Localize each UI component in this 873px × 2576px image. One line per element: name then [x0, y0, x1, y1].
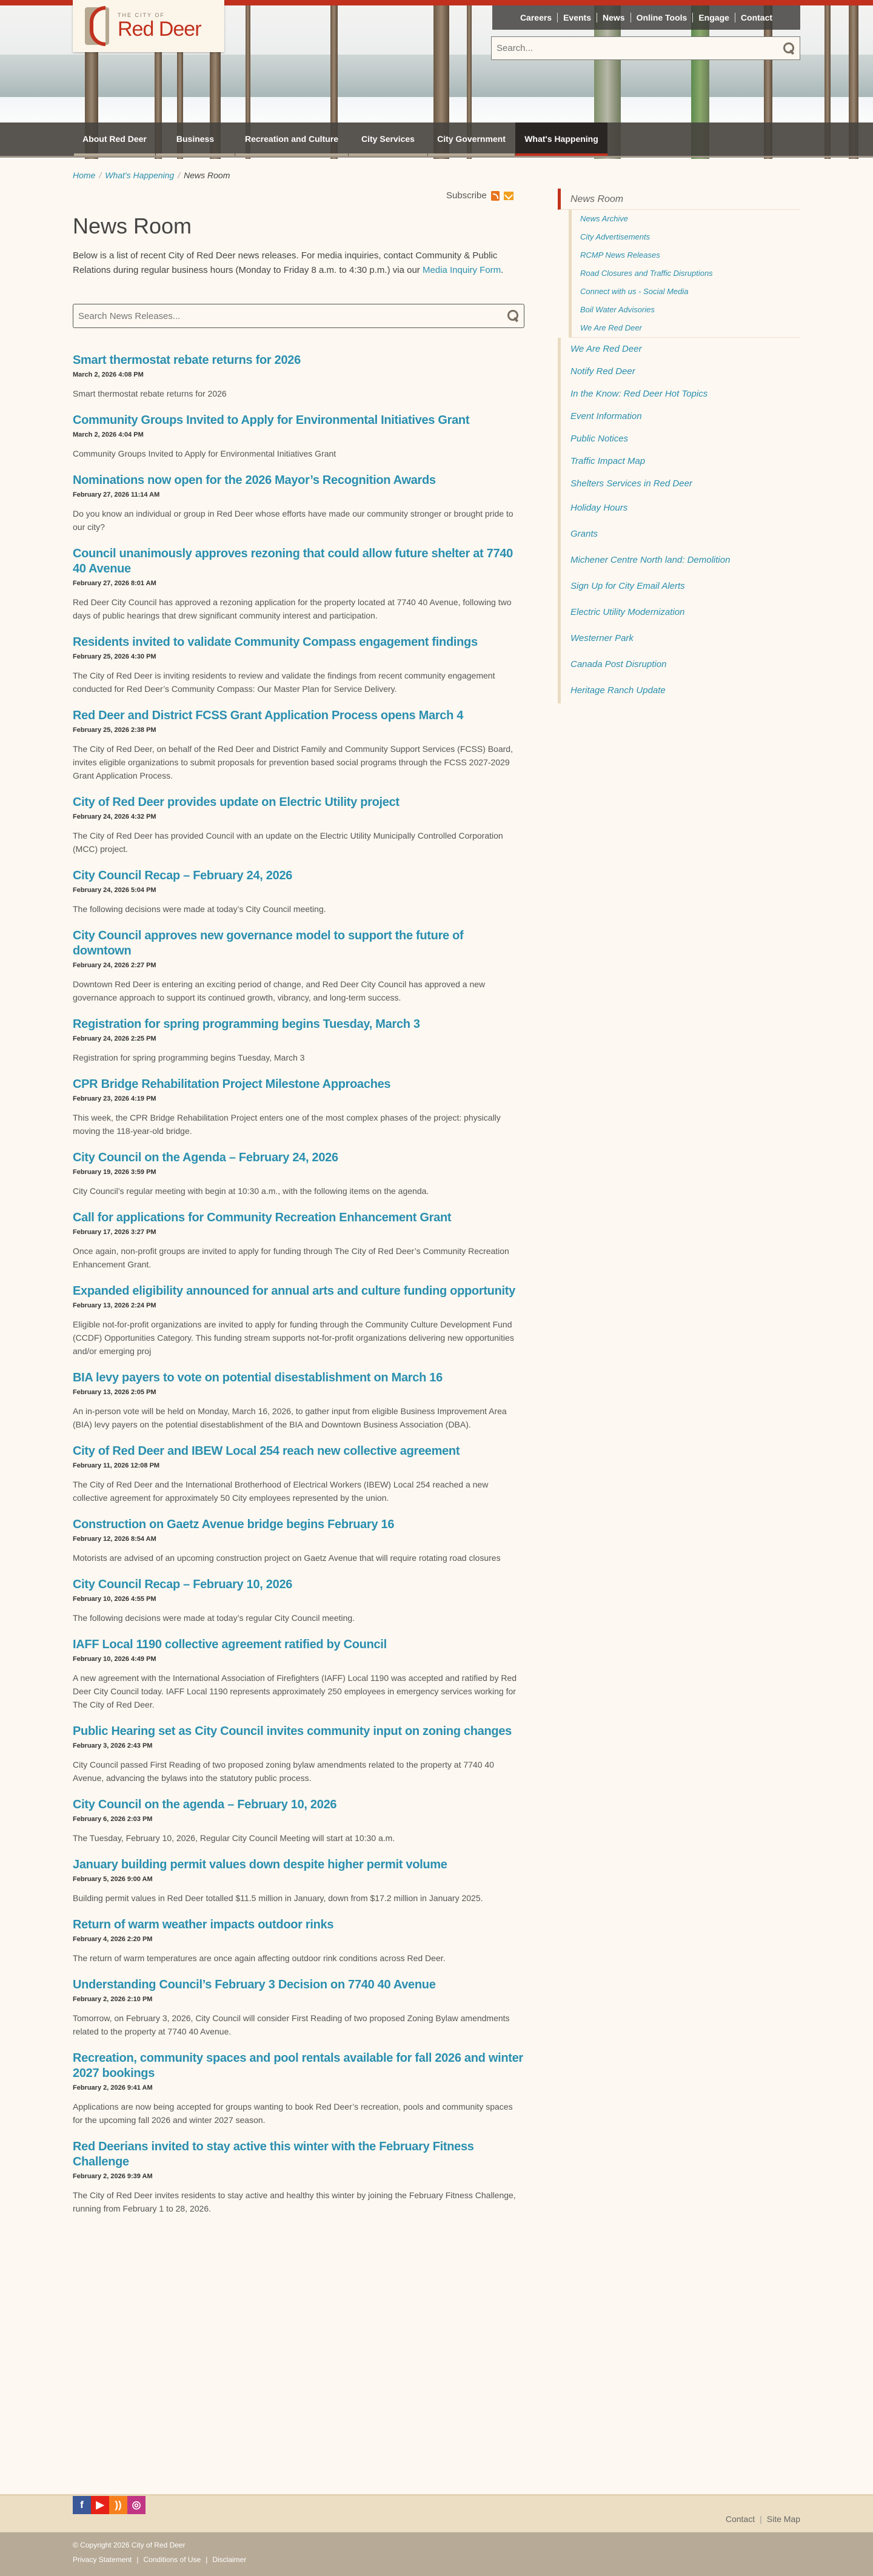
site-search-input[interactable]: [497, 43, 783, 53]
news-summary: Applications are now being accepted for groups wanting to book Red Deer’s recreation, pools and community spaces for the upcoming fall 2026 and winter 2027 season.: [73, 2102, 513, 2125]
news-item: [73, 1724, 524, 1785]
sidebar-subitem[interactable]: Connect with us - Social Media: [569, 283, 800, 301]
news-search-input[interactable]: [78, 311, 507, 321]
news-date: March 2, 2026 4:08 PM: [73, 371, 144, 378]
privacy-link[interactable]: Privacy Statement: [73, 2555, 132, 2564]
news-title-link[interactable]: Return of warm weather impacts outdoor rinks: [73, 1918, 334, 1931]
nav-business[interactable]: Business: [156, 122, 235, 156]
news-date: February 10, 2026 4:55 PM: [73, 1595, 156, 1603]
intro-body: Below is a list of recent City of Red Deer news releases. For media inquiries, contact Community & Public Relations during regular business hours (Monday to Friday 8 a.m. to 4:30 p.m.) via our: [73, 250, 498, 275]
news-summary: Do you know an individual or group in Red Deer whose efforts have made our community stronger or brought pride to our city?: [73, 509, 513, 532]
sidebar-item[interactable]: Electric Utility Modernization: [558, 599, 800, 625]
news-item: [73, 708, 524, 782]
sidebar-items: [558, 338, 800, 703]
utility-nav: [492, 5, 800, 30]
main-nav: [0, 122, 873, 158]
news-item: [73, 353, 524, 400]
sidebar-item[interactable]: Canada Post Disruption: [558, 651, 800, 677]
sidebar-item[interactable]: Shelters Services in Red Deer: [558, 472, 800, 495]
sidebar-subitem[interactable]: Road Closures and Traffic Disruptions: [569, 264, 800, 283]
news-title-link[interactable]: January building permit values down despite higher permit volume: [73, 1858, 447, 1871]
sidebar-subitem[interactable]: We Are Red Deer: [569, 319, 800, 337]
news-summary: Motorists are advised of an upcoming construction project on Gaetz Avenue that will require rotating road closures: [73, 1553, 501, 1563]
news-summary: Once again, non-profit groups are invited to apply for funding through The City of Red Deer’s Community Recreation Enhancement Grant.: [73, 1246, 509, 1269]
sidebar-item[interactable]: Holiday Hours: [558, 495, 800, 521]
news-list: [73, 353, 524, 2228]
footer-sitemap-link[interactable]: Site Map: [766, 2514, 800, 2524]
top-link-contact[interactable]: Contact: [740, 13, 773, 22]
news-date: February 2, 2026 9:41 AM: [73, 2084, 153, 2091]
instagram-icon[interactable]: ◎: [127, 2496, 146, 2514]
social-links: [73, 2496, 146, 2514]
legal-links: [73, 2555, 246, 2564]
news-summary: The return of warm temperatures are once again affecting outdoor rink conditions across Red Deer.: [73, 1953, 446, 1963]
top-link-events[interactable]: Events: [558, 13, 597, 22]
news-date: February 5, 2026 9:00 AM: [73, 1876, 153, 1883]
youtube-icon[interactable]: ▶: [91, 2496, 109, 2514]
news-item: [73, 1210, 524, 1271]
footer-contact-link[interactable]: Contact: [725, 2514, 755, 2524]
news-date: February 3, 2026 2:43 PM: [73, 1742, 153, 1749]
footer-links: [726, 2514, 800, 2524]
news-date: February 4, 2026 2:20 PM: [73, 1936, 153, 1943]
sidebar-subitem[interactable]: News Archive: [569, 210, 800, 228]
news-date: February 25, 2026 4:30 PM: [73, 653, 156, 660]
news-summary: Community Groups Invited to Apply for Environmental Initiatives Grant: [73, 449, 336, 458]
sidebar-subitem[interactable]: City Advertisements: [569, 228, 800, 246]
news-date: February 13, 2026 2:24 PM: [73, 1302, 156, 1309]
news-date: February 11, 2026 12:08 PM: [73, 1462, 160, 1469]
sidebar-item[interactable]: Event Information: [558, 405, 800, 428]
news-item: [73, 1150, 524, 1198]
rss-icon[interactable]: )): [109, 2496, 127, 2514]
sidebar-item[interactable]: Sign Up for City Email Alerts: [558, 573, 800, 599]
sidebar-item[interactable]: Notify Red Deer: [558, 360, 800, 383]
news-summary: An in-person vote will be held on Monday, March 16, 2026, to gather input from eligible Business Improvement Area (BIA) levy payers on the potential disestablishment of the BIA and Downtown Business Association (DBA).: [73, 1406, 507, 1429]
disclaimer-link[interactable]: Disclaimer: [212, 2555, 247, 2564]
sidebar-nav: [558, 189, 800, 703]
news-title-link[interactable]: BIA levy payers to vote on potential disestablishment on March 16: [73, 1371, 443, 1384]
facebook-icon[interactable]: f: [73, 2496, 91, 2514]
news-summary: The City of Red Deer and the International Brotherhood of Electrical Workers (IBEW) Local 254 reached a new collective agreement for approximately 50 City employees represented by the union.: [73, 1480, 489, 1503]
news-date: February 10, 2026 4:49 PM: [73, 1655, 156, 1663]
news-date: February 27, 2026 8:01 AM: [73, 580, 156, 587]
news-date: March 2, 2026 4:04 PM: [73, 431, 144, 438]
top-link-news[interactable]: News: [597, 13, 631, 22]
news-title-link[interactable]: Council unanimously approves rezoning that could allow future shelter at 7740 40 Avenue: [73, 547, 513, 575]
news-summary: The Tuesday, February 10, 2026, Regular City Council Meeting will start at 10:30 a.m.: [73, 1833, 395, 1843]
news-date: February 23, 2026 4:19 PM: [73, 1095, 156, 1102]
news-title-link[interactable]: Residents invited to validate Community Compass engagement findings: [73, 636, 478, 649]
news-date: February 6, 2026 2:03 PM: [73, 1816, 153, 1823]
news-item: [73, 1370, 524, 1431]
news-title-link[interactable]: City Council Recap – February 10, 2026: [73, 1578, 293, 1591]
rss-icon[interactable]: [491, 191, 500, 201]
sidebar-item-news-room[interactable]: News Room: [558, 189, 800, 210]
news-item: [73, 635, 524, 696]
news-item: [73, 795, 524, 856]
footer: [0, 2494, 873, 2532]
news-item: [73, 1797, 524, 1845]
news-title-link[interactable]: IAFF Local 1190 collective agreement ratified by Council: [73, 1638, 387, 1651]
nav-recreation-and-culture[interactable]: Recreation and Culture: [235, 122, 348, 156]
media-inquiry-link[interactable]: Media Inquiry Form: [422, 265, 501, 275]
nav-city-government[interactable]: City Government: [428, 122, 515, 156]
breadcrumb-separator: /: [99, 170, 102, 180]
intro-text: [73, 249, 524, 278]
news-summary: Downtown Red Deer is entering an exciting period of change, and Red Deer City Council has approved a new governance approach to support its continued growth, vibrancy, and long-term success.: [73, 979, 486, 1002]
news-summary: Eligible not-for-profit organizations are invited to apply for funding through the Community Culture Development Fund (CCDF) Opportunities Category. This funding stream supports not-for-profit organizations delivering new opportunities and/or emerging proj: [73, 1320, 514, 1356]
search-icon[interactable]: [507, 309, 519, 323]
news-summary: A new agreement with the International Association of Firefighters (IAFF) Local 1190 was accepted and ratified by Red Deer City Council today. IAFF Local 1190 represents approximately 250 employees in emergency services working for The City of Red Deer.: [73, 1673, 517, 1709]
news-date: February 24, 2026 5:04 PM: [73, 887, 156, 894]
sidebar-item[interactable]: In the Know: Red Deer Hot Topics: [558, 383, 800, 405]
news-title-link[interactable]: City of Red Deer provides update on Electric Utility project: [73, 796, 400, 809]
news-date: February 19, 2026 3:59 PM: [73, 1169, 156, 1176]
news-summary: The following decisions were made at today’s City Council meeting.: [73, 904, 326, 914]
subscribe-label: Subscribe: [446, 190, 487, 201]
sidebar-subitem[interactable]: Boil Water Advisories: [569, 301, 800, 319]
intro-end: .: [501, 265, 504, 275]
news-item: [73, 473, 524, 534]
news-summary: The City of Red Deer has provided Council with an update on the Electric Utility Municipally Controlled Corporation (MCC) project.: [73, 831, 503, 854]
news-summary: City Council’s regular meeting with begin at 10:30 a.m., with the following items on the agenda.: [73, 1186, 429, 1196]
news-title-link[interactable]: Community Groups Invited to Apply for Environmental Initiatives Grant: [73, 414, 470, 427]
news-summary: Smart thermostat rebate returns for 2026: [73, 389, 227, 398]
sidebar-item[interactable]: Traffic Impact Map: [558, 450, 800, 472]
news-item: [73, 868, 524, 916]
news-summary: The City of Red Deer invites residents to stay active and healthy this winter by joining the February Fitness Challenge, running from February 1 to 28, 2026.: [73, 2190, 516, 2213]
conditions-link[interactable]: Conditions of Use: [143, 2555, 201, 2564]
top-link-careers[interactable]: Careers: [515, 13, 558, 22]
news-summary: The following decisions were made at today’s regular City Council meeting.: [73, 1613, 355, 1623]
logo-mark-icon: [84, 6, 113, 46]
breadcrumb-current: News Room: [184, 170, 230, 180]
sidebar-item[interactable]: Westerner Park: [558, 625, 800, 651]
news-title-link[interactable]: City Council on the Agenda – February 24, 2026: [73, 1151, 338, 1164]
news-title-link[interactable]: CPR Bridge Rehabilitation Project Milestone Approaches: [73, 1078, 391, 1091]
news-summary: Registration for spring programming begins Tuesday, March 3: [73, 1053, 305, 1062]
city-logo[interactable]: [73, 0, 224, 52]
site-search: [491, 36, 800, 60]
news-item: [73, 1077, 524, 1138]
top-link-online-tools[interactable]: Online Tools: [631, 13, 694, 22]
news-title-link[interactable]: Expanded eligibility announced for annual arts and culture funding opportunity: [73, 1284, 515, 1298]
news-title-link[interactable]: Nominations now open for the 2026 Mayor’s Recognition Awards: [73, 474, 436, 487]
news-title-link[interactable]: Smart thermostat rebate returns for 2026: [73, 354, 301, 367]
news-date: February 13, 2026 2:05 PM: [73, 1389, 156, 1396]
email-icon[interactable]: [504, 192, 513, 200]
nav-city-services[interactable]: City Services: [349, 122, 427, 156]
breadcrumb: [73, 170, 230, 180]
sidebar-item[interactable]: Heritage Ranch Update: [558, 677, 800, 703]
news-title-link[interactable]: City Council Recap – February 24, 2026: [73, 869, 293, 882]
nav-about-red-deer[interactable]: About Red Deer: [74, 122, 155, 156]
legal-separator: |: [136, 2555, 139, 2564]
news-date: February 24, 2026 2:25 PM: [73, 1035, 156, 1042]
news-item: [73, 2139, 524, 2215]
breadcrumb-whats-happening[interactable]: What's Happening: [105, 170, 175, 180]
top-link-engage[interactable]: Engage: [693, 13, 735, 22]
news-summary: The City of Red Deer is inviting residents to review and validate the findings from recent community engagement conducted for Red Deer’s Community Compass: Our Master Plan for Service Delivery.: [73, 671, 495, 694]
news-item: [73, 1857, 524, 1905]
news-item: [73, 1284, 524, 1358]
news-summary: Red Deer City Council has approved a rezoning application for the property located at 7740 40 Avenue, following two days of public hearings that drew significant community interest and participation.: [73, 597, 512, 620]
news-item: [73, 1917, 524, 1965]
sidebar-subnav: [569, 210, 800, 338]
news-date: February 17, 2026 3:27 PM: [73, 1229, 156, 1236]
news-item: [73, 1517, 524, 1565]
news-title-link[interactable]: City of Red Deer and IBEW Local 254 reach new collective agreement: [73, 1444, 460, 1458]
subscribe: [446, 190, 513, 201]
news-item: [73, 1637, 524, 1711]
footer-separator: |: [760, 2514, 762, 2524]
news-date: February 25, 2026 2:38 PM: [73, 726, 156, 734]
news-item: [73, 1444, 524, 1504]
search-icon[interactable]: [783, 42, 795, 55]
news-title-link[interactable]: Construction on Gaetz Avenue bridge begins February 16: [73, 1518, 395, 1531]
news-summary: Building permit values in Red Deer totalled $11.5 million in January, down from $17.2 million in January 2025.: [73, 1893, 483, 1903]
copyright: © Copyright 2026 City of Red Deer: [73, 2541, 186, 2549]
news-title-link[interactable]: Understanding Council’s February 3 Decision on 7740 40 Avenue: [73, 1978, 436, 1991]
sidebar-item[interactable]: Michener Centre North land: Demolition: [558, 547, 800, 573]
news-summary: The City of Red Deer, on behalf of the Red Deer and District Family and Community Support Services (FCSS) Board, invites eligible organizations to submit proposals for prevention based social programs through the FCSS 2027-2029 Grant Application Process.: [73, 744, 513, 780]
news-date: February 24, 2026 4:32 PM: [73, 813, 156, 820]
news-summary: This week, the CPR Bridge Rehabilitation Project enters one of the most complex phases of the project: physically moving the 118-year-old bridge.: [73, 1113, 501, 1136]
sidebar-item[interactable]: Grants: [558, 521, 800, 547]
sidebar-item[interactable]: We Are Red Deer: [558, 338, 800, 360]
page-title: News Room: [73, 213, 192, 238]
news-date: February 24, 2026 2:27 PM: [73, 962, 156, 969]
news-date: February 2, 2026 2:10 PM: [73, 1996, 153, 2003]
nav-whats-happening[interactable]: What's Happening: [515, 122, 607, 156]
news-title-link[interactable]: City Council approves new governance model to support the future of downtown: [73, 929, 464, 958]
news-title-link[interactable]: Recreation, community spaces and pool rentals available for fall 2026 and winter 2027 bookings: [73, 2051, 523, 2080]
breadcrumb-home[interactable]: Home: [73, 170, 96, 180]
news-date: February 12, 2026 8:54 AM: [73, 1535, 156, 1543]
footer-legal: [0, 2532, 873, 2576]
sidebar-item[interactable]: Public Notices: [558, 428, 800, 450]
news-item: [73, 928, 524, 1004]
news-date: February 27, 2026 11:14 AM: [73, 491, 160, 498]
news-search: [73, 304, 524, 328]
news-title-link[interactable]: Red Deerians invited to stay active this winter with the February Fitness Challenge: [73, 2140, 474, 2168]
news-date: February 2, 2026 9:39 AM: [73, 2173, 153, 2180]
news-title-link[interactable]: Registration for spring programming begins Tuesday, March 3: [73, 1018, 420, 1031]
logo-big-text: Red Deer: [118, 18, 201, 41]
breadcrumb-separator: /: [178, 170, 181, 180]
news-summary: Tomorrow, on February 3, 2026, City Council will consider First Reading of two proposed Zoning Bylaw amendments related to the property at 7740 40 Avenue.: [73, 2013, 510, 2036]
news-item: [73, 2051, 524, 2127]
legal-separator: |: [206, 2555, 208, 2564]
logo-small-text: THE CITY OF: [118, 12, 165, 18]
news-title-link[interactable]: Public Hearing set as City Council invites community input on zoning changes: [73, 1725, 512, 1738]
news-title-link[interactable]: Call for applications for Community Recreation Enhancement Grant: [73, 1211, 452, 1224]
news-item: [73, 1577, 524, 1625]
sidebar-subitem[interactable]: RCMP News Releases: [569, 246, 800, 264]
news-item: [73, 1977, 524, 2038]
news-title-link[interactable]: Red Deer and District FCSS Grant Application Process opens March 4: [73, 709, 464, 722]
news-item: [73, 1017, 524, 1064]
news-item: [73, 413, 524, 460]
news-item: [73, 546, 524, 622]
news-summary: City Council passed First Reading of two proposed zoning bylaw amendments related to the property at 7740 40 Avenue, advancing the bylaws into the statutory public process.: [73, 1760, 494, 1783]
news-title-link[interactable]: City Council on the agenda – February 10, 2026: [73, 1798, 337, 1811]
